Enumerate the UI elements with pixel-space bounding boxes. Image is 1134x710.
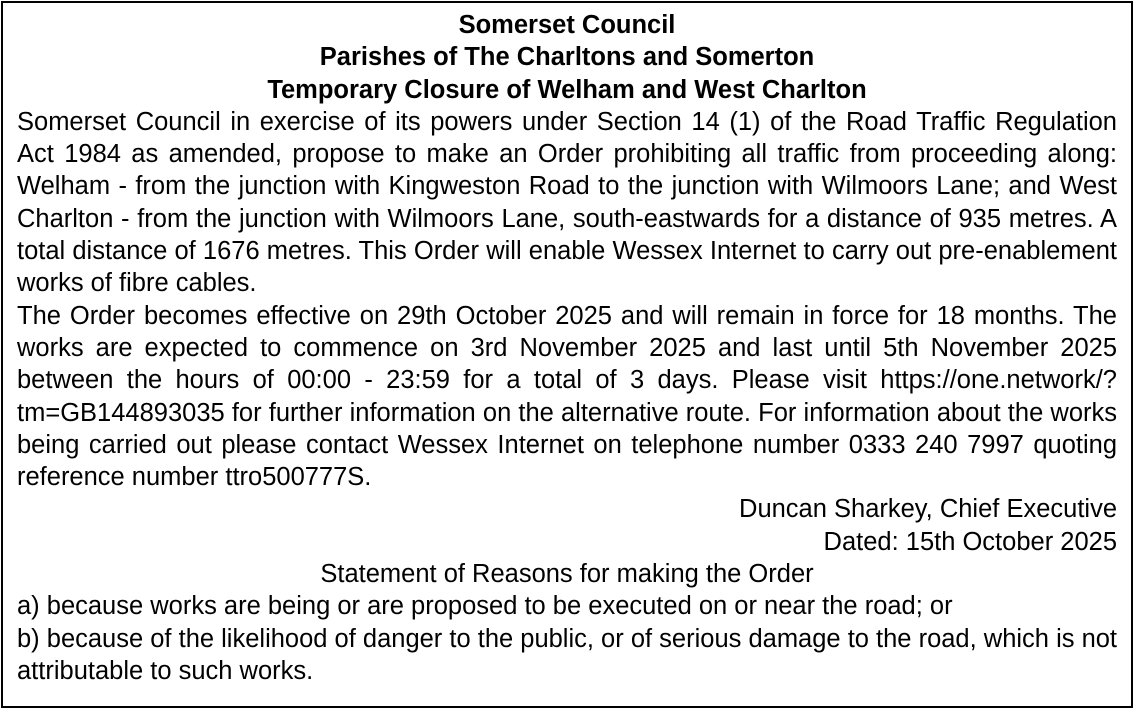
parishes-title: Parishes of The Charltons and Somerton (319, 43, 815, 72)
authority-title: Somerset Council (458, 11, 676, 39)
order-details-paragraph: The Order becomes effective on 29th October 2025 and will remain in force for 18 months. The works are expected to commence on 3rd November 2025 and last until 5th November 2025 between the hours of 00:00 - 23:59 for a total of 3 days. Please visit https://one.network/?tm=GB144893035 for further information on the alternative route. For information about the works being carried out please contact Wessex Internet on telephone number 0333 240 7997 quoting reference number ttro500777S. (17, 301, 1117, 492)
reason-item-b: b) because of the likelihood of danger to the public, or of serious damage to the road, which is not attributable to such works. (17, 624, 1118, 685)
public-notice (1, 1, 1133, 708)
signatory-name: Duncan Sharkey, Chief Executive (739, 495, 1117, 524)
reason-item-a: a) because works are being or are proposed to be executed on or near the road; or (17, 592, 953, 621)
notice-title: Temporary Closure of Welham and West Charlton (267, 75, 867, 104)
dated-line: Dated: 15th October 2025 (823, 527, 1117, 556)
order-description-paragraph: Somerset Council in exercise of its powers under Section 14 (1) of the Road Traffic Regulation Act 1984 as amended, propose to make an Order prohibiting all traffic from proceeding along: Welham - from the junction with Kingweston Road to the junction with Wilmoors Lane; and West Charlton - from the junction with Wilmoors Lane, south-eastwards for a distance of 935 metres. A total distance of 1676 metres. This Order will enable Wessex Internet to carry out pre-enablement works of fibre cables. (17, 107, 1117, 298)
reasons-heading: Statement of Reasons for making the Order (320, 560, 814, 589)
